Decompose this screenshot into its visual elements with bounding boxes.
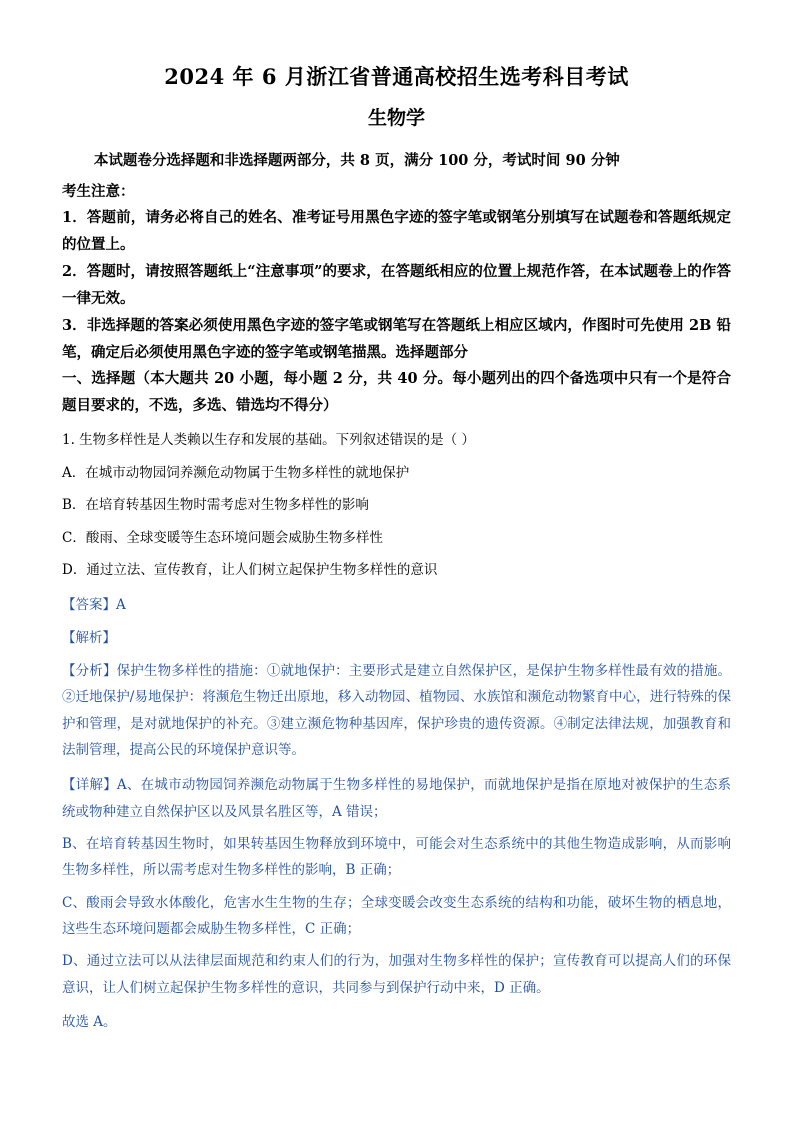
analysis-paragraph: 【分析】保护生物多样性的措施：①就地保护：主要形式是建立自然保护区，是保护生物多样性最有效的措施。②迁地保护/易地保护：将濒危生物迁出原地，移入动物园、植物园、水族馆和濒危动物繁育中心，进行特殊的保护和管理，是对就地保护的补充。③建立濒危物种基因库，保护珍贵的遗传资源。④制定法律法规，加强教育和法制管理，提高公民的环境保护意识等。 <box>62 663 731 759</box>
question-option-d: D．通过立法、宣传教育，让人们树立起保护生物多样性的意识 <box>62 562 438 579</box>
question-option-a: A．在城市动物园饲养濒危动物属于生物多样性的就地保护 <box>62 464 410 481</box>
detail-paragraph-a: 【详解】A、在城市动物园饲养濒危动物属于生物多样性的易地保护，而就地保护是指在原地对被保护的生态系统或物种建立自然保护区以及风景名胜区等，A 错误； <box>62 777 731 820</box>
page-title: 2024 年 6 月浙江省普通高校招生选考科目考试 <box>164 64 629 89</box>
subject-title: 生物学 <box>367 107 425 130</box>
detail-paragraph-d: D、通过立法可以从法律层面规范和约束人们的行为，加强对生物多样性的保护；宣传教育可以提高人们的环保意识，让人们树立起保护生物多样性的意识，共同参与到保护行动中来，D 正确。 <box>62 953 731 996</box>
question-option-c: C．酸雨、全球变暖等生态环境问题会威胁生物多样性 <box>62 529 383 546</box>
notice-item-1: 1．答题前，请务必将自己的姓名、准考证号用黑色字迹的签字笔或钢笔分别填写在试题卷和答题纸规定的位置上。 <box>62 209 731 254</box>
section-heading: 一、选择题（本大题共 20 小题，每小题 2 分，共 40 分。每小题列出的四个备选项中只有一个是符合题目要求的，不选，多选、错选均不得分） <box>62 370 731 415</box>
exam-lead-text: 本试题卷分选择题和非选择题两部分，共 8 页，满分 100 分，考试时间 90 分钟 <box>93 151 620 169</box>
conclusion-line: 故选 A。 <box>62 1013 117 1030</box>
question-stem: 1. 生物多样性是人类赖以生存和发展的基础。下列叙述错误的是（ ） <box>62 431 475 448</box>
detail-paragraph-b: B、在培育转基因生物时，如果转基因生物释放到环境中，可能会对生态系统中的其他生物造成影响，从而影响生物多样性，所以需考虑对生物多样性的影响，B 正确； <box>62 835 731 879</box>
analysis-label: 【解析】 <box>62 629 116 646</box>
notice-item-3: 3．非选择题的答案必须使用黑色字迹的签字笔或钢笔写在答题纸上相应区域内，作图时可先使用 2B 铅笔，确定后必须使用黑色字迹的签字笔或钢笔描黑。选择题部分 <box>62 316 731 361</box>
answer-line: 【答案】A <box>62 596 126 613</box>
detail-paragraph-c: C、酸雨会导致水体酸化，危害水生生物的生存；全球变暖会改变生态系统的结构和功能，破坏生物的栖息地，这些生态环境问题都会威胁生物多样性，C 正确； <box>62 894 731 937</box>
notice-item-2: 2．答题时，请按照答题纸上“注意事项”的要求，在答题纸相应的位置上规范作答，在本试题卷上的作答一律无效。 <box>62 263 731 307</box>
question-option-b: B．在培育转基因生物时需考虑对生物多样性的影响 <box>62 497 369 514</box>
notice-heading: 考生注意： <box>62 183 135 201</box>
